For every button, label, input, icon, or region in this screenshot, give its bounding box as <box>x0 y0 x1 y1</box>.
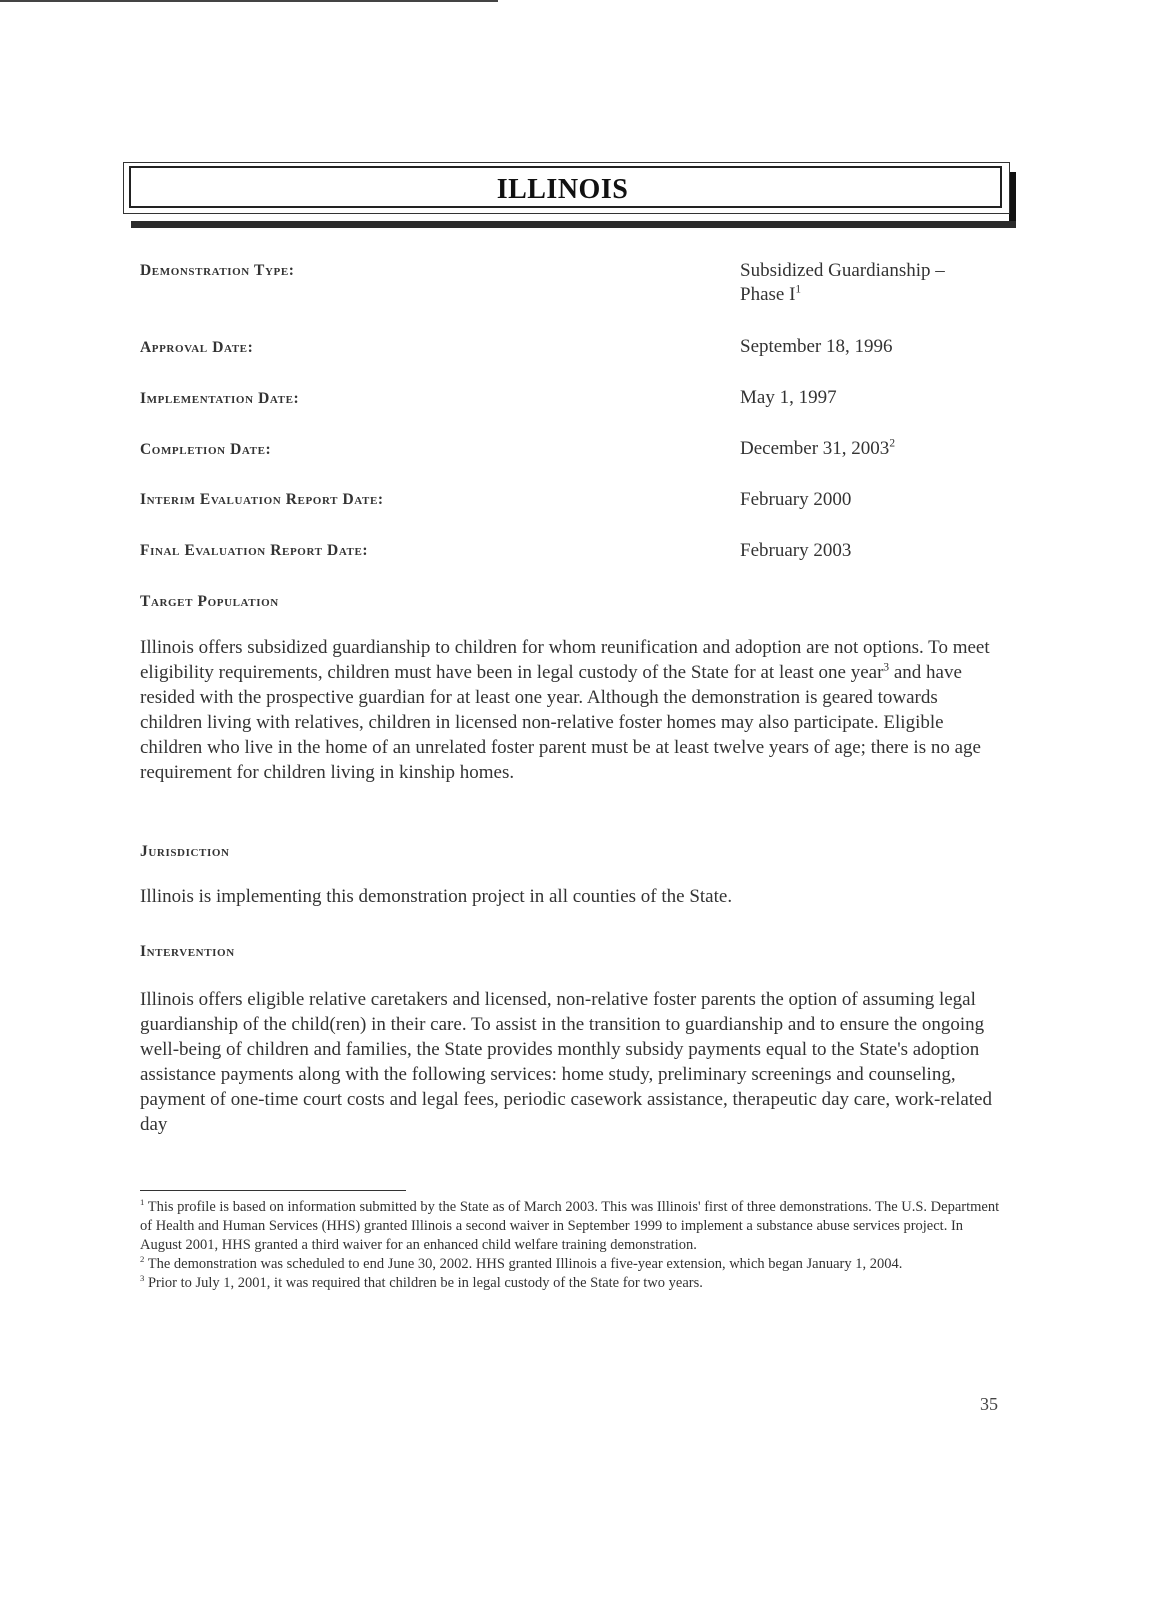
footnote-text-3: Prior to July 1, 2001, it was required that children be in legal custody of the State for two years. <box>147 1275 703 1291</box>
scan-top-edge-line <box>0 0 498 2</box>
section-heading-intervention: Intervention <box>140 943 235 960</box>
field-label-completion-date: Completion Date: <box>140 441 272 458</box>
footnote-separator <box>140 1190 406 1191</box>
field-label-approval-date: Approval Date: <box>140 339 254 356</box>
field-value-final-evaluation-report-date: February 2003 <box>740 540 852 561</box>
footnote-3 <box>140 1274 1000 1293</box>
footnote-2 <box>140 1255 1000 1274</box>
target-population-text-a: Illinois offers subsidized guardianship to children for whom reunification and adoption are not options. To meet eligibility requirements, children must have been in legal custody of the State for at least one year <box>140 637 990 683</box>
section-text-jurisdiction: Illinois is implementing this demonstration project in all counties of the State. <box>140 886 733 907</box>
field-value-implementation-date: May 1, 1997 <box>740 387 837 408</box>
footnote-text-1: This profile is based on information submitted by the State as of March 2003. This was Illinois' first of three demonstrations. The U.S. Department of Health and Human Services (HHS) granted Illinois a second waiver in September 1999 to implement a substance abuse services project. In August 2001, HHS granted a third waiver for an enhanced child welfare training demonstration. <box>140 1199 1000 1253</box>
footnote-ref-2: 2 <box>889 437 896 450</box>
section-text-intervention: Illinois offers eligible relative caretakers and licensed, non-relative foster parents the option of assuming legal guardianship of the child(ren) in their care. To assist in the transition to guardianship and to ensure the ongoing well-being of children and families, the State provides monthly subsidy payments equal to the State's adoption assistance payments along with the following services: home study, preliminary screenings and counseling, payment of one-time court costs and legal fees, periodic casework assistance, therapeutic day care, work-related day <box>140 989 992 1135</box>
field-label-implementation-date: Implementation Date: <box>140 390 300 407</box>
footnote-text-2: The demonstration was scheduled to end June 30, 2002. HHS granted Illinois a five-year extension, which began January 1, 2004. <box>147 1256 903 1272</box>
footnotes <box>140 1198 1000 1293</box>
field-label-final-evaluation-report-date: Final Evaluation Report Date: <box>140 542 369 559</box>
target-population-text-b: and have resided with the prospective guardian for at least one year. Although the demonstration is geared towards children living with relatives, children in licensed non-relative foster homes may also participate. Eligible children who live in the home of an unrelated foster parent must be at least twelve years of age; there is no age requirement for children living in kinship homes. <box>140 662 981 783</box>
footnote-marker-1: 1 <box>140 1197 145 1208</box>
footnote-marker-2: 2 <box>140 1254 145 1265</box>
field-label-demonstration-type: Demonstration Type: <box>140 262 295 279</box>
footnote-ref-3: 3 <box>883 661 890 674</box>
title-banner-shadow-right <box>1009 172 1016 228</box>
field-value-interim-evaluation-report-date: February 2000 <box>740 489 852 510</box>
section-heading-target-population: Target Population <box>140 593 279 610</box>
page-number: 35 <box>980 1394 998 1414</box>
field-value-approval-date: September 18, 1996 <box>740 336 893 357</box>
footnote-marker-3: 3 <box>140 1273 145 1284</box>
field-value-demonstration-type <box>740 259 1000 307</box>
page-title: ILLINOIS <box>496 174 629 205</box>
field-value-completion-date-text: December 31, 2003 <box>740 438 890 459</box>
field-value-demonstration-type-line2: Phase I <box>740 284 796 305</box>
field-value-completion-date <box>740 437 1000 461</box>
footnote-1 <box>140 1198 1000 1255</box>
section-heading-jurisdiction: Jurisdiction <box>140 843 230 860</box>
title-banner-shadow-bottom <box>131 221 1016 228</box>
footnote-ref-1: 1 <box>795 283 802 296</box>
title-banner <box>123 162 1016 218</box>
section-text-target-population <box>140 635 1000 785</box>
field-value-demonstration-type-line1: Subsidized Guardianship – <box>740 260 945 281</box>
field-label-interim-evaluation-report-date: Interim Evaluation Report Date: <box>140 491 384 508</box>
